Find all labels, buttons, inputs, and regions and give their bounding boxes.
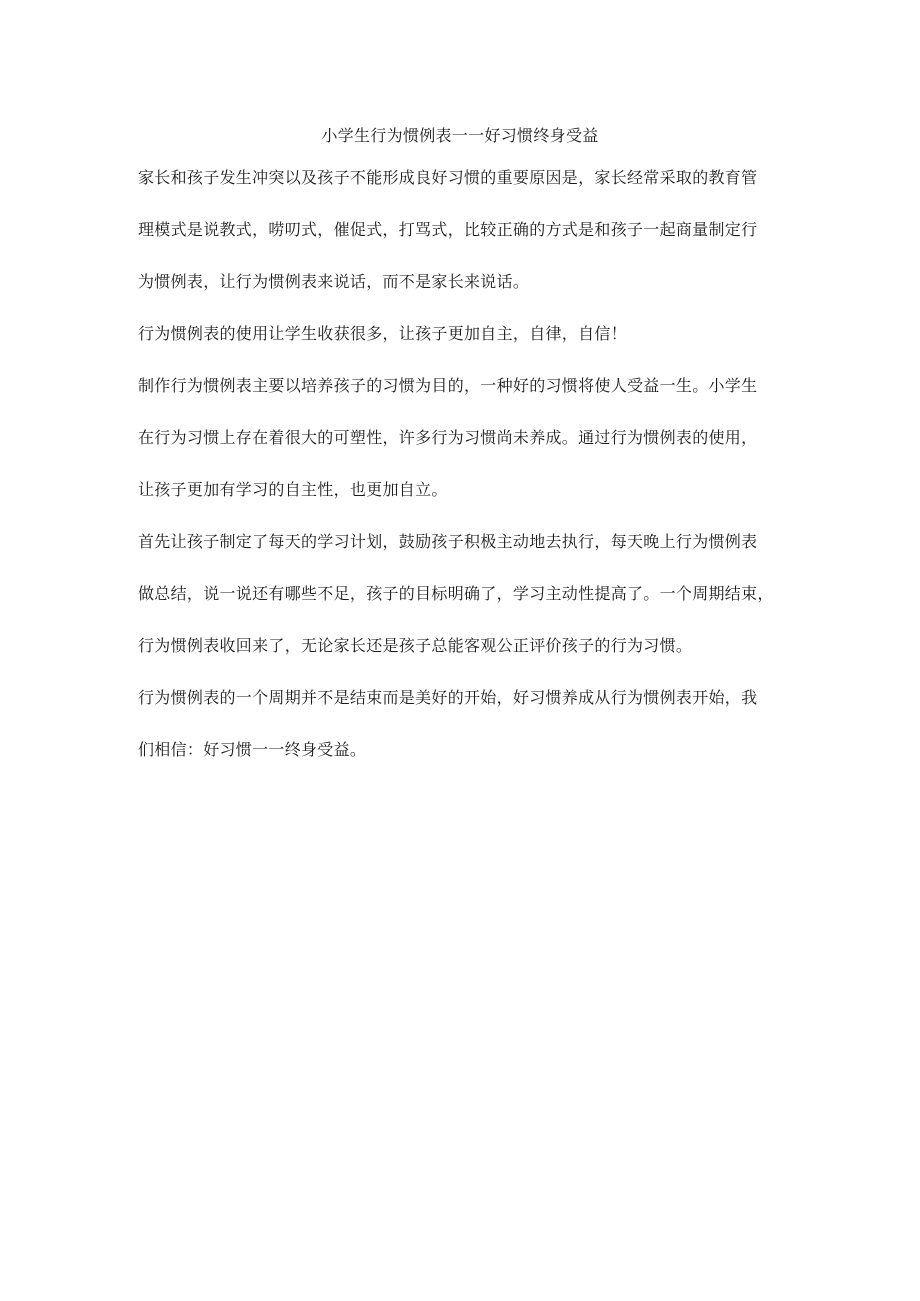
paragraph-line: 行为惯例表收回来了，无论家长还是孩子总能客观公正评价孩子的行为习惯。 (138, 636, 693, 655)
paragraph-3 (138, 376, 798, 500)
paragraph-line: 让孩子更加有学习的自主性，也更加自立。 (138, 480, 448, 499)
document-title: 小学生行为惯例表一一好习惯终身受益 (321, 126, 599, 145)
paragraph-line: 首先让孩子制定了每天的学习计划，鼓励孩子积极主动地去执行，每天晚上行为惯例表 (138, 532, 758, 551)
paragraph-line: 理模式是说教式，唠叨式，催促式，打骂式，比较正确的方式是和孩子一起商量制定行 (138, 220, 758, 239)
paragraph-line: 做总结，说一说还有哪些不足，孩子的目标明确了，学习主动性提高了。一个周期结束， (138, 584, 774, 603)
paragraph-line: 制作行为惯例表主要以培养孩子的习惯为目的，一种好的习惯将使人受益一生。小学生 (138, 376, 758, 395)
paragraph-2 (138, 324, 798, 344)
paragraph-line: 家长和孩子发生冲突以及孩子不能形成良好习惯的重要原因是，家长经常采取的教育管 (138, 168, 758, 187)
paragraph-4 (138, 532, 798, 656)
paragraph-line: 行为惯例表的一个周期并不是结束而是美好的开始，好习惯养成从行为惯例表开始，我 (138, 688, 758, 707)
paragraph-line: 在行为习惯上存在着很大的可塑性，许多行为习惯尚未养成。通过行为惯例表的使用， (138, 428, 758, 447)
paragraph-1 (138, 168, 798, 292)
paragraph-line: 为惯例表，让行为惯例表来说话，而不是家长来说话。 (138, 272, 530, 291)
paragraph-5 (138, 688, 798, 760)
document-body (138, 168, 798, 792)
paragraph-line: 行为惯例表的使用让学生收获很多，让孩子更加自主，自律，自信！ (138, 324, 628, 343)
paragraph-line: 们相信：好习惯一一终身受益。 (138, 740, 367, 759)
